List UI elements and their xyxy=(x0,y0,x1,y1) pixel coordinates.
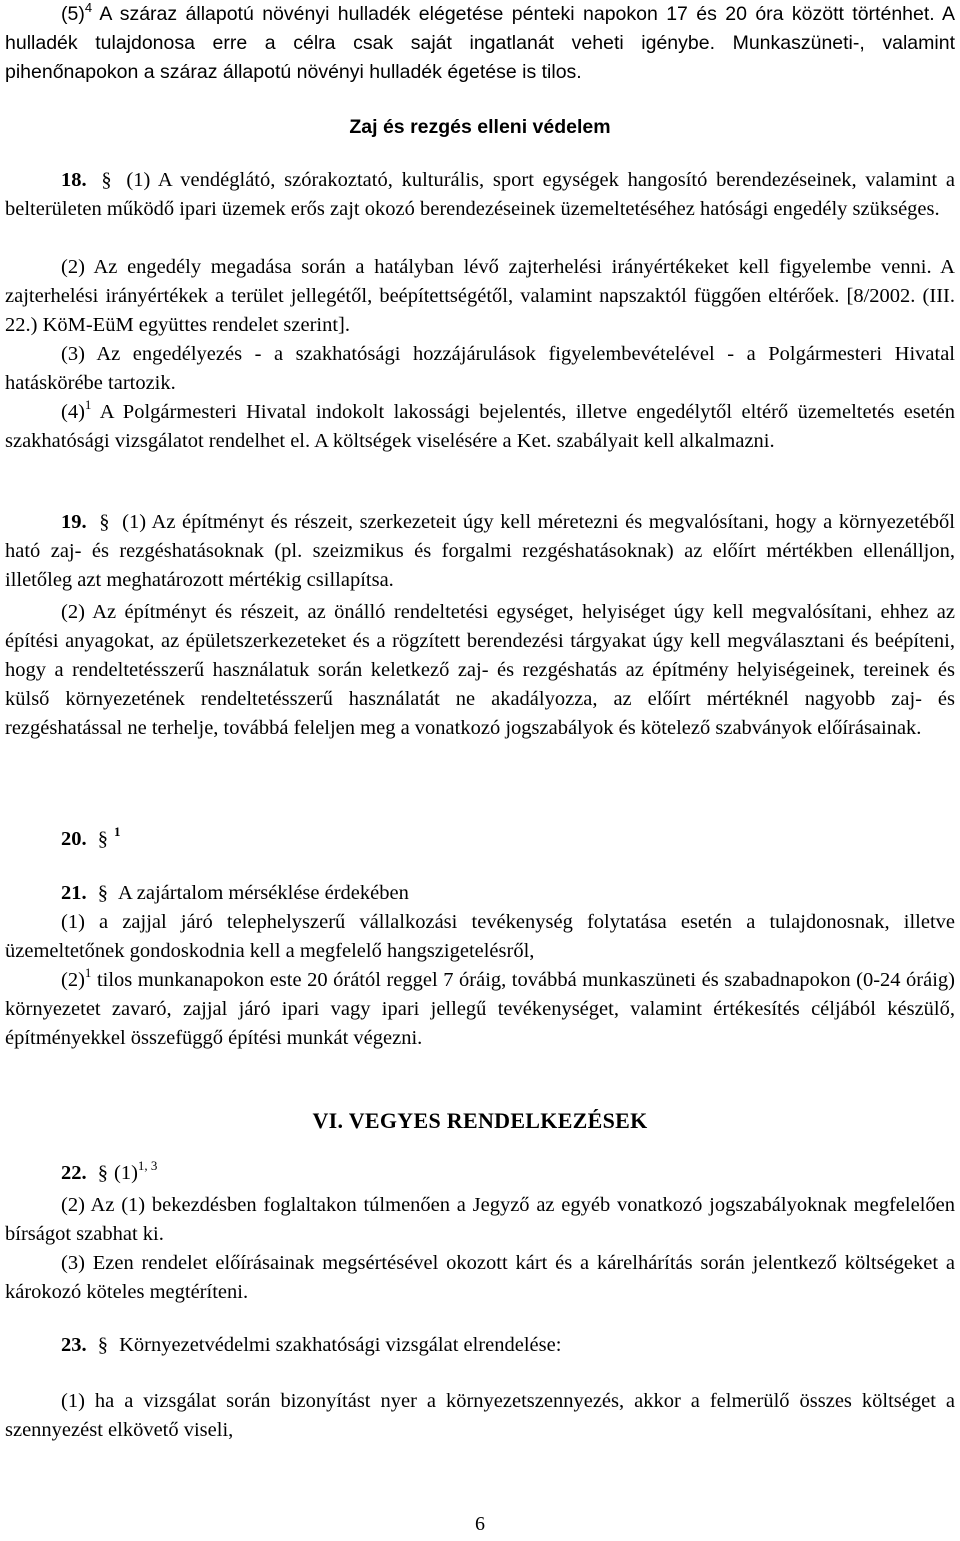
section-number: 22. xyxy=(61,1162,87,1184)
footnote-ref: 1, 3 xyxy=(137,1158,158,1174)
footnote-ref: 1 xyxy=(114,824,121,840)
section-21-p1: (1) a zajjal járó telephelyszerű vállalkozási tevékenység folytatása esetén a tulajdonosnak, illetve üzemeltetőnek gondoskodnia kell a megfelelő hangszigetelésről, xyxy=(5,911,955,962)
section-18-p4 xyxy=(5,398,955,456)
section-sign: § xyxy=(97,882,108,904)
section-19-p1: (1) Az építményt és részeit, szerkezeteit úgy kell méretezni és megvalósítani, hogy a környezetéből ható zaj- és rezgéshatásoknak (pl. szeizmikus és forgalmi rezgéshatásoknak) az előírt mértékben ellenálljon, illetőleg azt meghatározott mértékig csillapítsa. xyxy=(5,511,955,591)
section-18-p1: (1) A vendéglátó, szórakoztató, kulturális, sport egységek hangosító berendezéseinek, valamint a belterületen működő ipari üzemek erős zajt okozó berendezéseinek üzemeltetéséhez hatósági engedély szükséges. xyxy=(5,169,955,220)
section-18 xyxy=(5,166,955,224)
footnote-ref: 4 xyxy=(84,0,93,15)
section-23 xyxy=(5,1331,955,1360)
section-21 xyxy=(5,879,955,908)
chapter-title: VI. VEGYES RENDELKEZÉSEK xyxy=(312,1108,648,1133)
paragraph-text: A Polgármesteri Hivatal indokolt lakossági bejelentés, illetve engedélytől eltérő üzemeltetés esetén szakhatósági vizsgálatot rendelhet el. A költségek viselésére a Ket. szabályait kell alkalmazni. xyxy=(5,401,956,452)
section-20 xyxy=(5,825,955,854)
footnote-ref: 1 xyxy=(84,397,92,413)
paragraph-5 xyxy=(5,0,955,87)
paragraph-number: (5) xyxy=(61,3,85,25)
section-sign: § xyxy=(99,511,110,533)
section-sign: § xyxy=(97,1334,108,1356)
section-21-title: A zajártalom mérséklése érdekében xyxy=(118,882,409,904)
section-19-p2: (2) Az építményt és részeit, az önálló rendeltetési egységet, helyiséget úgy kell megvalósítani, ehhez az építési anyagokat, az épületszerkezeteket és a rögzített berendezési tárgyakat úgy kell megválasztani és beépíteni, hogy a rendeltetésszerű használatuk során keletkező zaj- és rezgéshatás az építmény helyiségeinek, tereinek és külső környezetének rendeltetésszerű használatát ne akadályozza, az előírt mértéknél nagyobb zaj- és rezgéshatással ne terhelje, továbbá feleljen meg a vonatkozó jogszabályok és kötelező szabványok előírásainak. xyxy=(5,601,955,739)
section-19 xyxy=(5,508,955,595)
footnote-ref: 1 xyxy=(84,965,92,981)
section-23-p1: (1) ha a vizsgálat során bizonyítást nyer a környezetszennyezés, akkor a felmerülő összes költséget a szennyezést elkövető viseli, xyxy=(5,1390,955,1441)
section-18-p3: (3) Az engedélyezés - a szakhatósági hozzájárulások figyelembevételével - a Polgármesteri Hivatal hatáskörébe tartozik. xyxy=(5,343,955,394)
paragraph-text: tilos munkanapokon este 20 órától reggel 7 óráig, továbbá munkaszüneti és szabadnapokon (0-24 óráig) környezetet zavaró, zajjal járó ipari vagy ipari jellegű tevékenységet, valamint értékesítés céljából készülő, építményekkel összefüggő építési munkát végezni. xyxy=(5,969,955,1049)
section-number: 19. xyxy=(61,511,87,533)
section-number: 23. xyxy=(61,1334,87,1356)
section-21-p2 xyxy=(5,966,955,1053)
paragraph-number: (1) xyxy=(114,1162,138,1184)
paragraph-number: (4) xyxy=(61,401,85,423)
section-heading: Zaj és rezgés elleni védelem xyxy=(349,116,611,138)
paragraph-number: (2) xyxy=(61,969,85,991)
section-22-p2: (2) Az (1) bekezdésben foglaltakon túlmenően a Jegyző az egyéb vonatkozó jogszabályoknak megfelelően bírságot szabhat ki. xyxy=(5,1194,955,1245)
section-22 xyxy=(5,1159,955,1188)
paragraph-text: A száraz állapotú növényi hulladék elégetése pénteki napokon 17 és 20 óra között történhet. A hulladék tulajdonosa erre a célra csak saját ingatlanát veheti igénybe. Munkaszüneti-, valamint pihenőnapokon a száraz állapotú növényi hulladék égetése is tilos. xyxy=(5,3,955,83)
section-number: 20. xyxy=(61,828,87,850)
page-number: 6 xyxy=(475,1513,485,1535)
section-23-title: Környezetvédelmi szakhatósági vizsgálat elrendelése: xyxy=(119,1334,562,1356)
section-18-p2: (2) Az engedély megadása során a hatályban lévő zajterhelési irányértékeket kell figyelembe venni. A zajterhelési irányértékek a terület jellegétől, beépítettségétől, valamint napszaktól függően eltérőek. [8/2002. (III. 22.) KöM-EüM együttes rendelet szerint]. xyxy=(5,256,955,336)
section-sign: § xyxy=(97,1162,108,1184)
section-number: 21. xyxy=(61,882,87,904)
section-22-p3: (3) Ezen rendelet előírásainak megsértésével okozott kárt és a kárelhárítás során jelentkező költségeket a károkozó köteles megtéríteni. xyxy=(5,1252,955,1303)
section-number: 18. xyxy=(61,169,87,191)
section-sign: § xyxy=(97,828,108,850)
section-sign: § xyxy=(101,169,112,191)
